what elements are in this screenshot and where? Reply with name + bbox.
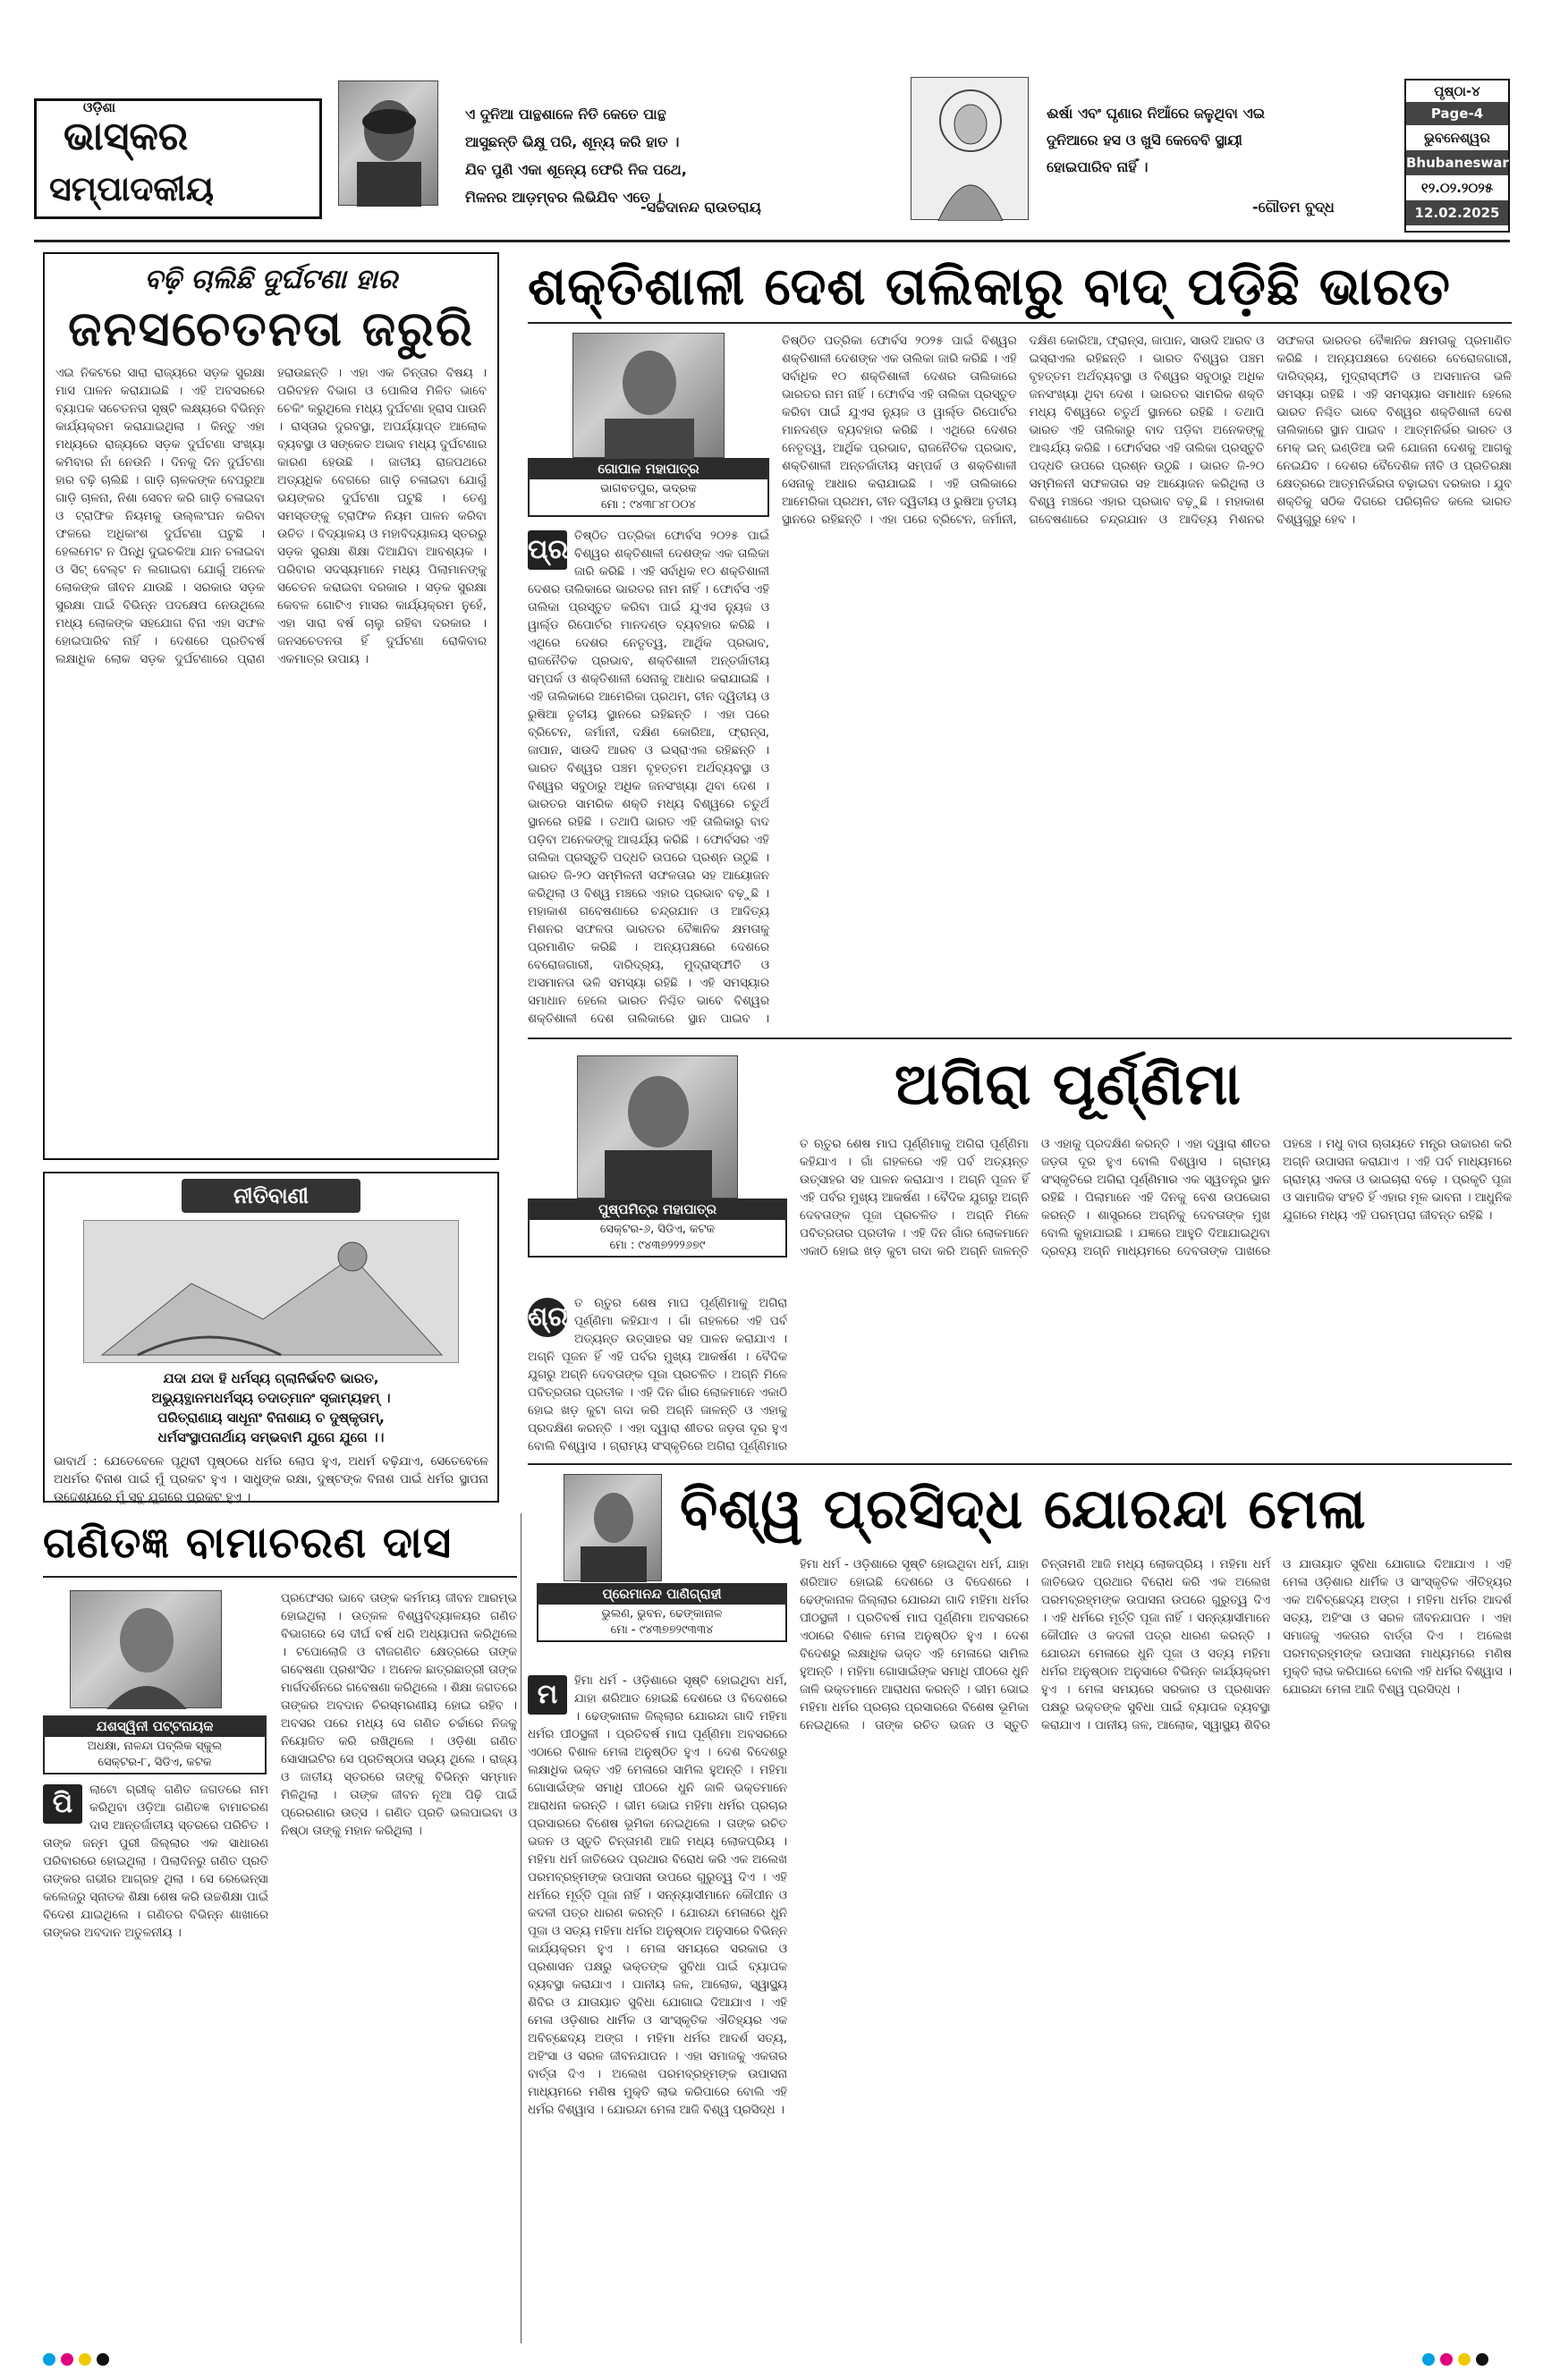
article2-body: ତ ଋତୁର ଶେଷ ମାଘ ପୂର୍ଣ୍ଣିମାକୁ ଅଗିରା ପୂର୍ଣ୍ଣିମା କହିଯାଏ । ଗାଁ ଗହଳରେ ଏହି ପର୍ବ ଅତ୍ୟନ୍ତ ଉତ୍ସାହର ସହ ପାଳନ କରାଯାଏ । ଅଗ୍ନି ପୂଜନ ହିଁ ଏହି ପର୍ବର ମୁଖ୍ୟ ଆକର୍ଷଣ । ବୈଦିକ ଯୁଗରୁ ଅଗ୍ନି ଦେବତାଙ୍କ ପୂଜା ପ୍ରଚଳିତ । ଅଗ୍ନି ମିଳେ ପବିତ୍ରତାର ପ୍ରତୀକ । ଏହି ଦିନ ଗାଁର ଲୋକମାନେ ଏକାଠି ହୋଇ ଖଡ଼ କୁଟା ଗଦା କରି ଅଗ୍ନି ଜାଳନ୍ତି ଓ ଏହାକୁ ପ୍ରଦକ୍ଷିଣ କରନ୍ତି । ଏହା ଦ୍ୱାରା ଶୀତର ଜଡ଼ତା ଦୂର ହୁଏ ବୋଲି ବିଶ୍ୱାସ । ଗ୍ରାମ୍ୟ ସଂସ୍କୃତିରେ ଅଗିରା ପୂର୍ଣ୍ଣିମାର ଏକ ସ୍ୱତନ୍ତ୍ର ସ୍ଥାନ ରହିଛି । ପିଲାମାନେ ଏହି ଦିନକୁ ବେଶ ଉପଭୋଗ କରନ୍ତି । ଶାସ୍ତ୍ରରେ ଅଗ୍ନିକୁ ଦେବତାଙ୍କ ମୁଖ ବୋଲି କୁହାଯାଇଛି । ଯଜ୍ଞରେ ଆହୁତି ଦିଆଯାଇଥିବା ଦ୍ରବ୍ୟ ଅଗ୍ନି ମାଧ୍ୟମରେ ଦେବତାଙ୍କ ପାଖରେ ପହଞ୍ଚେ । ମଧୁ ବାତା ଋତାୟତେ ମନ୍ତ୍ର ଉଚ୍ଚାରଣ କରି ଅଗ୍ନି ଉପାସନା କରାଯାଏ । ଏହି ପର୍ବ ମାଧ୍ୟମରେ ଗ୍ରାମ୍ୟ ଏକତା ଓ ଭାଇଚାରା ବଢ଼େ । ପ୍ରକୃତି ପୂଜା ଓ ସାମାଜିକ ସଂହତି ହିଁ ଏହାର ମୂଳ ଭାବନା । ଆଧୁନିକ ଯୁଗରେ ମଧ୍ୟ ଏହି ପରମ୍ପରା ଜୀବନ୍ତ ରହିଛି ।	[800, 1138, 1512, 1258]
article1-dropcap: ପ୍ର	[528, 530, 567, 570]
article4-dropcap: ପି	[43, 1784, 82, 1824]
article3-dropcap: ମ	[528, 1675, 567, 1715]
article2-dropcap: ଶ୍ରୀ	[528, 1298, 567, 1337]
article1-author-place: ଭାଗବତପୁର, ଭଦ୍ରକ	[600, 482, 697, 495]
date-en: 12.02.2025	[1406, 200, 1508, 225]
page-label-or: ପୃଷ୍ଠା-୪	[1406, 80, 1508, 102]
article4-author-place2: ସେକ୍ଟର-୮, ସିଡିଏ, କଟକ	[97, 1756, 212, 1769]
article1-title-rule	[528, 322, 1512, 324]
article2-author-name: ପୁଷ୍ପମିତ୍ର ମହାପାତ୍ର	[528, 1198, 787, 1220]
color-registration-right	[1422, 2352, 1494, 2369]
city-or: ଭୁବନେଶ୍ୱର	[1424, 130, 1490, 146]
article3-intro: ମ ହିମା ଧର୍ମ - ଓଡ଼ିଶାରେ ସୃଷ୍ଟି ହୋଇଥିବା ଧର୍ମ, ଯାହା ଶରିଆତ ହୋଇଛି ଦେଶରେ ଓ ବିଦେଶରେ । ଢେଙ୍କାନାଳ ଜିଲ୍ଲାର ଯୋରନ୍ଦା ଗାଦି ମହିମା ଧର୍ମର ପୀଠସ୍ଥଳୀ । ପ୍ରତିବର୍ଷ ମାଘ ପୂର୍ଣ୍ଣିମା ଅବସରରେ ଏଠାରେ ବିଶାଳ ମେଳା ଅନୁଷ୍ଠିତ ହୁଏ । ଦେଶ ବିଦେଶରୁ ଲକ୍ଷାଧିକ ଭକ୍ତ ଏହି ମେଳାରେ ସାମିଲ ହୁଅନ୍ତି । ମହିମା ଗୋସାଇଁଙ୍କ ସମାଧି ପୀଠରେ ଧୁନି ଜାଳି ଭକ୍ତମାନେ ଆରାଧନା କରନ୍ତି । ଭୀମ ଭୋଇ ମହିମା ଧର୍ମର ପ୍ରଚାର ପ୍ରସାରରେ ବିଶେଷ ଭୂମିକା ନେଇଥିଲେ । ତାଙ୍କ ରଚିତ ଭଜନ ଓ ସ୍ତୁତି ଚିନ୍ତାମଣି ଆଜି ମଧ୍ୟ ଲୋକପ୍ରିୟ । ମହିମା ଧର୍ମ ଜାତିଭେଦ ପ୍ରଥାର ବିରୋଧ କରି ଏକ ଅଲେଖ ପରମବ୍ରହ୍ମଙ୍କ ଉପାସନା ଉପରେ ଗୁରୁତ୍ୱ ଦିଏ । ଏହି ଧର୍ମରେ ମୂର୍ତ୍ତି ପୂଜା ନାହିଁ । ସନ୍ନ୍ୟାସୀମାନେ କୌପୀନ ଓ କଦଳୀ ପତ୍ର ଧାରଣ କରନ୍ତି । ଯୋରନ୍ଦା ମେଳାରେ ଧୁନି ପୂଜା ଓ ସତ୍ୟ ମହିମା ଧର୍ମର ଅନୁଷ୍ଠାନ ଅନୁସାରେ ବିଭିନ୍ନ କାର୍ଯ୍ୟକ୍ରମ ହୁଏ । ମେଳା ସମୟରେ ସରକାର ଓ ପ୍ରଶାସନ ପକ୍ଷରୁ ଭକ୍ତଙ୍କ ସୁବିଧା ପାଇଁ ବ୍ୟାପକ ବ୍ୟବସ୍ଥା କରାଯାଏ । ପାନୀୟ ଜଳ, ଆଲୋକ, ସ୍ୱାସ୍ଥ୍ୟ ଶିବିର ଓ ଯାତାୟାତ ସୁବିଧା ଯୋଗାଇ ଦିଆଯାଏ । ଏହି ମେଳା ଓଡ଼ିଶାର ଧାର୍ମିକ ଓ ସାଂସ୍କୃତିକ ଐତିହ୍ୟର ଏକ ଅବିଚ୍ଛେଦ୍ୟ ଅଙ୍ଗ । ମହିମା ଧର୍ମର ଆଦର୍ଶ ସତ୍ୟ, ଅହିଂସା ଓ ସରଳ ଜୀବନଯାପନ । ଏହା ସମାଜକୁ ଏକତାର ବାର୍ତ୍ତା ଦିଏ । ଅଲେଖ ପରମବ୍ରହ୍ମଙ୍କ ଉପାସନା ମାଧ୍ୟମରେ ମଣିଷ ମୁକ୍ତି ଲାଭ କରିପାରେ ବୋଲି ଏହି ଧର୍ମର ବିଶ୍ୱାସ । ଯୋରନ୍ଦା ମେଳା ଆଜି ବିଶ୍ୱ ପ୍ରସିଦ୍ଧ ।	[528, 1674, 787, 2117]
brand-top: ଓଡ଼ିଶା	[83, 99, 116, 115]
quote-right: ଈର୍ଷା ଏବଂ ଘୃଣାର ନିଆଁରେ ଜଳୁଥିବା ଏଇ ଦୁନିଆରେ ହସ ଓ ଖୁସି କେବେବି ସ୍ଥାୟୀ ହୋଇପାରିବ ନାହିଁ ।	[1047, 105, 1266, 175]
brand-main: ଭାସ୍କର	[64, 114, 189, 159]
editorial-kicker: ବଢ଼ି ଚାଲିଛି ଦୁର୍ଘଟଣା ହାର	[144, 264, 398, 295]
article1-byline	[528, 333, 769, 512]
article1-intro: ପ୍ର ତିଷ୍ଠିତ ପତ୍ରିକା ଫୋର୍ବସ ୨୦୨୫ ପାଇଁ ବିଶ୍ୱର ଶକ୍ତିଶାଳୀ ଦେଶଙ୍କ ଏକ ତାଲିକା ଜାରି କରିଛି । ଏହି ସର୍ବାଧିକ ୧୦ ଶକ୍ତିଶାଳୀ ଦେଶର ତାଲିକାରେ ଭାରତର ନାମ ନାହିଁ । ଫୋର୍ବସ ଏହି ତାଲିକା ପ୍ରସ୍ତୁତ କରିବା ପାଇଁ ଯୁଏସ ନ୍ୟୁଜ ଓ ୱାର୍ଲ୍ଡ ରିପୋର୍ଟର ମାନଦଣ୍ଡ ବ୍ୟବହାର କରିଛି । ଏଥିରେ ଦେଶର ନେତୃତ୍ୱ, ଆର୍ଥିକ ପ୍ରଭାବ, ରାଜନୈତିକ ପ୍ରଭାବ, ଶକ୍ତିଶାଳୀ ଅନ୍ତର୍ଜାତୀୟ ସମ୍ପର୍କ ଓ ଶକ୍ତିଶାଳୀ ସେନାକୁ ଆଧାର କରାଯାଇଛି । ଏହି ତାଲିକାରେ ଆମେରିକା ପ୍ରଥମ, ଚୀନ ଦ୍ୱିତୀୟ ଓ ରୁଷିଆ ତୃତୀୟ ସ୍ଥାନରେ ରହିଛନ୍ତି । ଏହା ପରେ ବ୍ରିଟେନ, ଜର୍ମାନୀ, ଦକ୍ଷିଣ କୋରିଆ, ଫ୍ରାନ୍ସ, ଜାପାନ, ସାଉଦି ଆରବ ଓ ଇସ୍ରାଏଲ ରହିଛନ୍ତି । ଭାରତ ବିଶ୍ୱର ପଞ୍ଚମ ବୃହତ୍ତମ ଅର୍ଥବ୍ୟବସ୍ଥା ଓ ବିଶ୍ୱର ସବୁଠାରୁ ଅଧିକ ଜନସଂଖ୍ୟା ଥିବା ଦେଶ । ଭାରତର ସାମରିକ ଶକ୍ତି ମଧ୍ୟ ବିଶ୍ୱରେ ଚତୁର୍ଥ ସ୍ଥାନରେ ରହିଛି । ତଥାପି ଭାରତ ଏହି ତାଲିକାରୁ ବାଦ ପଡ଼ିବା ଅନେକଙ୍କୁ ଆଶ୍ଚର୍ଯ୍ୟ କରିଛି । ଫୋର୍ବସର ଏହି ତାଲିକା ପ୍ରସ୍ତୁତି ପଦ୍ଧତି ଉପରେ ପ୍ରଶ୍ନ ଉଠୁଛି । ଭାରତ ଜି-୨୦ ସମ୍ମିଳନୀ ସଫଳତାର ସହ ଆୟୋଜନ କରିଥିଲା ଓ ବିଶ୍ୱ ମଞ୍ଚରେ ଏହାର ପ୍ରଭାବ ବଢ଼ୁଛି । ମହାକାଶ ଗବେଷଣାରେ ଚନ୍ଦ୍ରଯାନ ଓ ଆଦିତ୍ୟ ମିଶନର ସଫଳତା ଭାରତର ବୈଜ୍ଞାନିକ କ୍ଷମତାକୁ ପ୍ରମାଣିତ କରିଛି । ଅନ୍ୟପକ୍ଷରେ ଦେଶରେ ବେରୋଜଗାରୀ, ଦାରିଦ୍ର୍ୟ, ମୁଦ୍ରାସ୍ଫୀତି ଓ ଅସମାନତା ଭଳି ସମସ୍ୟା ରହିଛି । ଏହି ସମସ୍ୟାର ସମାଧାନ ହେଲେ ଭାରତ ନିଶ୍ଚିତ ଭାବେ ବିଶ୍ୱର ଶକ୍ତିଶାଳୀ ଦେଶ ତାଲିକାରେ ସ୍ଥାନ ପାଇବ ।	[528, 529, 769, 1026]
article1-title: ଶକ୍ତିଶାଳୀ ଦେଶ ତାଲିକାରୁ ବାଦ୍ ପଡ଼ିଛି ଭାରତ	[528, 256, 1451, 317]
niti-label: ନୀତିବାଣୀ	[182, 1179, 360, 1213]
buddha-image	[911, 77, 1029, 220]
article2-author-phone: ମୋ : ୯୪୩୭୨୨୨୬୭୯	[609, 1239, 706, 1252]
article3-author-place: ଭୁଲଣ, ଭୁବନ, ଢେଙ୍କାନାଳ	[601, 1607, 723, 1621]
krishna-arjuna-image	[83, 1220, 459, 1363]
article2-author-photo	[577, 1055, 738, 1198]
yellow-dot	[79, 2353, 91, 2366]
quote-left: ଏ ଦୁନିଆ ପାନ୍ଥଶାଳେ ନିତି କେତେ ପାନ୍ଥ ଆସୁଛନ୍ତି ଭିକ୍ଷୁ ପରି, ଶୂନ୍ୟ କରି ହାତ । ଯିବ ପୁଣି ଏକା ଶୂନ୍ୟେ ଫେରି ନିଜ ପଥେ, ମିଳନର ଆଡ଼ମ୍ବର ଲିଭିଯିବ ଏତେ ।	[465, 106, 687, 206]
article1-bottom-rule	[528, 1038, 1512, 1039]
cyan-dot	[1422, 2353, 1435, 2366]
article4-title: ଗଣିତଜ୍ଞ ବାମାଚରଣ ଦାସ	[43, 1518, 453, 1568]
article3-author-name: ପ୍ରେମାନନ୍ଦ ପାଣିଗ୍ରାହୀ	[537, 1583, 787, 1605]
niti-box	[43, 1172, 499, 1503]
article1-body: ତିଷ୍ଠିତ ପତ୍ରିକା ଫୋର୍ବସ ୨୦୨୫ ପାଇଁ ବିଶ୍ୱର ଶକ୍ତିଶାଳୀ ଦେଶଙ୍କ ଏକ ତାଲିକା ଜାରି କରିଛି । ଏହି ସର୍ବାଧିକ ୧୦ ଶକ୍ତିଶାଳୀ ଦେଶର ତାଲିକାରେ ଭାରତର ନାମ ନାହିଁ । ଫୋର୍ବସ ଏହି ତାଲିକା ପ୍ରସ୍ତୁତ କରିବା ପାଇଁ ଯୁଏସ ନ୍ୟୁଜ ଓ ୱାର୍ଲ୍ଡ ରିପୋର୍ଟର ମାନଦଣ୍ଡ ବ୍ୟବହାର କରିଛି । ଏଥିରେ ଦେଶର ନେତୃତ୍ୱ, ଆର୍ଥିକ ପ୍ରଭାବ, ରାଜନୈତିକ ପ୍ରଭାବ, ଶକ୍ତିଶାଳୀ ଅନ୍ତର୍ଜାତୀୟ ସମ୍ପର୍କ ଓ ଶକ୍ତିଶାଳୀ ସେନାକୁ ଆଧାର କରାଯାଇଛି । ଏହି ତାଲିକାରେ ଆମେରିକା ପ୍ରଥମ, ଚୀନ ଦ୍ୱିତୀୟ ଓ ରୁଷିଆ ତୃତୀୟ ସ୍ଥାନରେ ରହିଛନ୍ତି । ଏହା ପରେ ବ୍ରିଟେନ, ଜର୍ମାନୀ, ଦକ୍ଷିଣ କୋରିଆ, ଫ୍ରାନ୍ସ, ଜାପାନ, ସାଉଦି ଆରବ ଓ ଇସ୍ରାଏଲ ରହିଛନ୍ତି । ଭାରତ ବିଶ୍ୱର ପଞ୍ଚମ ବୃହତ୍ତମ ଅର୍ଥବ୍ୟବସ୍ଥା ଓ ବିଶ୍ୱର ସବୁଠାରୁ ଅଧିକ ଜନସଂଖ୍ୟା ଥିବା ଦେଶ । ଭାରତର ସାମରିକ ଶକ୍ତି ମଧ୍ୟ ବିଶ୍ୱରେ ଚତୁର୍ଥ ସ୍ଥାନରେ ରହିଛି । ତଥାପି ଭାରତ ଏହି ତାଲିକାରୁ ବାଦ ପଡ଼ିବା ଅନେକଙ୍କୁ ଆଶ୍ଚର୍ଯ୍ୟ କରିଛି । ଫୋର୍ବସର ଏହି ତାଲିକା ପ୍ରସ୍ତୁତି ପଦ୍ଧତି ଉପରେ ପ୍ରଶ୍ନ ଉଠୁଛି । ଭାରତ ଜି-୨୦ ସମ୍ମିଳନୀ ସଫଳତାର ସହ ଆୟୋଜନ କରିଥିଲା ଓ ବିଶ୍ୱ ମଞ୍ଚରେ ଏହାର ପ୍ରଭାବ ବଢ଼ୁଛି । ମହାକାଶ ଗବେଷଣାରେ ଚନ୍ଦ୍ରଯାନ ଓ ଆଦିତ୍ୟ ମିଶନର ସଫଳତା ଭାରତର ବୈଜ୍ଞାନିକ କ୍ଷମତାକୁ ପ୍ରମାଣିତ କରିଛି । ଅନ୍ୟପକ୍ଷରେ ଦେଶରେ ବେରୋଜଗାରୀ, ଦାରିଦ୍ର୍ୟ, ମୁଦ୍ରାସ୍ଫୀତି ଓ ଅସମାନତା ଭଳି ସମସ୍ୟା ରହିଛି । ଏହି ସମସ୍ୟାର ସମାଧାନ ହେଲେ ଭାରତ ନିଶ୍ଚିତ ଭାବେ ବିଶ୍ୱର ଶକ୍ତିଶାଳୀ ଦେଶ ତାଲିକାରେ ସ୍ଥାନ ପାଇବ । ଆତ୍ମନିର୍ଭର ଭାରତ ଓ ମେକ୍ ଇନ୍ ଇଣ୍ଡିଆ ଭଳି ଯୋଜନା ଦେଶକୁ ଆଗକୁ ନେଇଯିବ । ଦେଶର ବୈଦେଶିକ ନୀତି ଓ ପ୍ରତିରକ୍ଷା କ୍ଷେତ୍ରରେ ଆତ୍ମନିର୍ଭରତା ବଢ଼ାଇବା ଦରକାର । ଯୁବ ଶକ୍ତିକୁ ସଠିକ ଦିଗରେ ପରିଚାଳିତ କଲେ ଭାରତ ବିଶ୍ୱଗୁରୁ ହେବ ।	[782, 335, 1512, 527]
masthead-rule	[34, 240, 1510, 242]
article2-title: ଅଗିରା ପୂର୍ଣ୍ଣିମା	[894, 1052, 1242, 1118]
article4-body-left: ପି ଲାଟୋ ଗ୍ରୀକ୍ ଗଣିତ ଜଗତରେ ନାମ କରିଥିବା ଓଡ଼ିଆ ଗଣିତଜ୍ଞ ବାମାଚରଣ ଦାସ ଆନ୍ତର୍ଜାତୀୟ ସ୍ତରରେ ପରିଚିତ । ତାଙ୍କ ଜନ୍ମ ପୁରୀ ଜିଲ୍ଲାର ଏକ ସାଧାରଣ ପରିବାରରେ ହୋଇଥିଲା । ପିଲାଦିନରୁ ଗଣିତ ପ୍ରତି ତାଙ୍କର ଗଭୀର ଆଗ୍ରହ ଥିଲା । ସେ ରେଭେନ୍ସା କଲେଜରୁ ସ୍ନାତକ ଶିକ୍ଷା ଶେଷ କରି ଉଚ୍ଚଶିକ୍ଷା ପାଇଁ ବିଦେଶ ଯାଇଥିଲେ । ଗଣିତର ବିଭିନ୍ନ ଶାଖାରେ ତାଙ୍କର ଅବଦାନ ଅତୁଳନୀୟ ।	[43, 1783, 268, 1940]
quote-left-author: -ସଚ୍ଚିଦାନନ୍ଦ ରାଉତରାୟ	[640, 199, 761, 216]
article2-bottom-rule	[528, 1463, 1512, 1465]
article1-author-name: ଗୋପାଳ ମହାପାତ୍ର	[528, 458, 769, 479]
article3-body: ହିମା ଧର୍ମ - ଓଡ଼ିଶାରେ ସୃଷ୍ଟି ହୋଇଥିବା ଧର୍ମ, ଯାହା ଶରିଆତ ହୋଇଛି ଦେଶରେ ଓ ବିଦେଶରେ । ଢେଙ୍କାନାଳ ଜିଲ୍ଲାର ଯୋରନ୍ଦା ଗାଦି ମହିମା ଧର୍ମର ପୀଠସ୍ଥଳୀ । ପ୍ରତିବର୍ଷ ମାଘ ପୂର୍ଣ୍ଣିମା ଅବସରରେ ଏଠାରେ ବିଶାଳ ମେଳା ଅନୁଷ୍ଠିତ ହୁଏ । ଦେଶ ବିଦେଶରୁ ଲକ୍ଷାଧିକ ଭକ୍ତ ଏହି ମେଳାରେ ସାମିଲ ହୁଅନ୍ତି । ମହିମା ଗୋସାଇଁଙ୍କ ସମାଧି ପୀଠରେ ଧୁନି ଜାଳି ଭକ୍ତମାନେ ଆରାଧନା କରନ୍ତି । ଭୀମ ଭୋଇ ମହିମା ଧର୍ମର ପ୍ରଚାର ପ୍ରସାରରେ ବିଶେଷ ଭୂମିକା ନେଇଥିଲେ । ତାଙ୍କ ରଚିତ ଭଜନ ଓ ସ୍ତୁତି ଚିନ୍ତାମଣି ଆଜି ମଧ୍ୟ ଲୋକପ୍ରିୟ । ମହିମା ଧର୍ମ ଜାତିଭେଦ ପ୍ରଥାର ବିରୋଧ କରି ଏକ ଅଲେଖ ପରମବ୍ରହ୍ମଙ୍କ ଉପାସନା ଉପରେ ଗୁରୁତ୍ୱ ଦିଏ । ଏହି ଧର୍ମରେ ମୂର୍ତ୍ତି ପୂଜା ନାହିଁ । ସନ୍ନ୍ୟାସୀମାନେ କୌପୀନ ଓ କଦଳୀ ପତ୍ର ଧାରଣ କରନ୍ତି । ଯୋରନ୍ଦା ମେଳାରେ ଧୁନି ପୂଜା ଓ ସତ୍ୟ ମହିମା ଧର୍ମର ଅନୁଷ୍ଠାନ ଅନୁସାରେ ବିଭିନ୍ନ କାର୍ଯ୍ୟକ୍ରମ ହୁଏ । ମେଳା ସମୟରେ ସରକାର ଓ ପ୍ରଶାସନ ପକ୍ଷରୁ ଭକ୍ତଙ୍କ ସୁବିଧା ପାଇଁ ବ୍ୟାପକ ବ୍ୟବସ୍ଥା କରାଯାଏ । ପାନୀୟ ଜଳ, ଆଲୋକ, ସ୍ୱାସ୍ଥ୍ୟ ଶିବିର ଓ ଯାତାୟାତ ସୁବିଧା ଯୋଗାଇ ଦିଆଯାଏ । ଏହି ମେଳା ଓଡ଼ିଶାର ଧାର୍ମିକ ଓ ସାଂସ୍କୃତିକ ଐତିହ୍ୟର ଏକ ଅବିଚ୍ଛେଦ୍ୟ ଅଙ୍ଗ । ମହିମା ଧର୍ମର ଆଦର୍ଶ ସତ୍ୟ, ଅହିଂସା ଓ ସରଳ ଜୀବନଯାପନ । ଏହା ସମାଜକୁ ଏକତାର ବାର୍ତ୍ତା ଦିଏ । ଅଲେଖ ପରମବ୍ରହ୍ମଙ୍କ ଉପାସନା ମାଧ୍ୟମରେ ମଣିଷ ମୁକ୍ତି ଲାଭ କରିପାରେ ବୋଲି ଏହି ଧର୍ମର ବିଶ୍ୱାସ । ଯୋରନ୍ଦା ମେଳା ଆଜି ବିଶ୍ୱ ପ୍ରସିଦ୍ଧ ।	[800, 1558, 1512, 1732]
article4-box	[43, 1513, 517, 2343]
city-en: Bhubaneswar	[1406, 150, 1508, 175]
color-registration-left	[43, 2352, 114, 2369]
article3-author-phone: ମୋ - ୯୪୩୭୭୨୯୩୩୪	[610, 1623, 714, 1637]
article2-byline	[528, 1055, 787, 1288]
editorial-box	[43, 252, 499, 1160]
article4-author-photo	[70, 1590, 222, 1708]
article2-intro: ଶ୍ରୀ ତ ଋତୁର ଶେଷ ମାଘ ପୂର୍ଣ୍ଣିମାକୁ ଅଗିରା ପୂର୍ଣ୍ଣିମା କହିଯାଏ । ଗାଁ ଗହଳରେ ଏହି ପର୍ବ ଅତ୍ୟନ୍ତ ଉତ୍ସାହର ସହ ପାଳନ କରାଯାଏ । ଅଗ୍ନି ପୂଜନ ହିଁ ଏହି ପର୍ବର ମୁଖ୍ୟ ଆକର୍ଷଣ । ବୈଦିକ ଯୁଗରୁ ଅଗ୍ନି ଦେବତାଙ୍କ ପୂଜା ପ୍ରଚଳିତ । ଅଗ୍ନି ମିଳେ ପବିତ୍ରତାର ପ୍ରତୀକ । ଏହି ଦିନ ଗାଁର ଲୋକମାନେ ଏକାଠି ହୋଇ ଖଡ଼ କୁଟା ଗଦା କରି ଅଗ୍ନି ଜାଳନ୍ତି ଓ ଏହାକୁ ପ୍ରଦକ୍ଷିଣ କରନ୍ତି । ଏହା ଦ୍ୱାରା ଶୀତର ଜଡ଼ତା ଦୂର ହୁଏ ବୋଲି ବିଶ୍ୱାସ । ଗ୍ରାମ୍ୟ ସଂସ୍କୃତିରେ ଅଗିରା ପୂର୍ଣ୍ଣିମାର	[528, 1297, 787, 1453]
masthead-logo	[34, 98, 322, 219]
article2-author-place: ସେକ୍ଟର-୬, ସିଡିଏ, କଟକ	[599, 1223, 716, 1236]
article4-author-name: ଯଶସ୍ୱିନୀ ପଟ୍ଟନାୟକ	[43, 1715, 267, 1737]
article3-author-photo	[564, 1474, 662, 1581]
editorial-title: ଜନସଚେତନତା ଜରୁରି	[68, 301, 474, 357]
editorial-body: ଏଇ ନିକଟରେ ସାରା ରାଜ୍ୟରେ ସଡ଼କ ସୁରକ୍ଷା ମାସ ପାଳନ କରାଯାଇଛି । ଏହି ଅବସରରେ ବ୍ୟାପକ ସଚେତନତା ସୃଷ୍ଟି ଲକ୍ଷ୍ୟରେ ବିଭିନ୍ନ କାର୍ଯ୍ୟକ୍ରମ କରାଯାଇଥିଲା । କିନ୍ତୁ ଏହା ମଧ୍ୟରେ ରାଜ୍ୟରେ ସଡ଼କ ଦୁର୍ଘଟଣା ସଂଖ୍ୟା କମିବାର ନାଁ ନେଉନି । ଦିନକୁ ଦିନ ଦୁର୍ଘଟଣା ହାର ବଢ଼ି ଚାଲିଛି । ଗାଡ଼ି ଚାଳକଙ୍କ ବେପରୁଆ ଗାଡ଼ି ଚାଳନା, ନିଶା ସେବନ କରି ଗାଡ଼ି ଚଳାଇବା ଓ ଟ୍ରାଫିକ ନିୟମକୁ ଉଲ୍ଲଂଘନ କରିବା ଫଳରେ ଅଧିକାଂଶ ଦୁର୍ଘଟଣା ଘଟୁଛି । ହେଲମେଟ ନ ପିନ୍ଧି ଦୁଇଚକିଆ ଯାନ ଚଳାଇବା ଓ ସିଟ୍ ବେଲ୍ଟ ନ ଲଗାଇବା ଯୋଗୁଁ ଅନେକ ଲୋକଙ୍କ ଜୀବନ ଯାଉଛି । ସରକାର ସଡ଼କ ସୁରକ୍ଷା ପାଇଁ ବିଭିନ୍ନ ପଦକ୍ଷେପ ନେଉଥିଲେ ମଧ୍ୟ ଲୋକଙ୍କ ସହଯୋଗ ବିନା ଏହା ସଫଳ ହୋଇପାରିବ ନାହିଁ । ଦେଶରେ ପ୍ରତିବର୍ଷ ଲକ୍ଷାଧିକ ଲୋକ ସଡ଼କ ଦୁର୍ଘଟଣାରେ ପ୍ରାଣ ହରାଉଛନ୍ତି । ଏହା ଏକ ଚିନ୍ତାର ବିଷୟ । ପରିବହନ ବିଭାଗ ଓ ପୋଲିସ ମିଳିତ ଭାବେ ଚେକିଂ କରୁଥିଲେ ମଧ୍ୟ ଦୁର୍ଘଟଣା ହ୍ରାସ ପାଉନି । ରାସ୍ତାର ଦୁରବସ୍ଥା, ଅପର୍ଯ୍ୟାପ୍ତ ଆଲୋକ ବ୍ୟବସ୍ଥା ଓ ସଙ୍କେତ ଅଭାବ ମଧ୍ୟ ଦୁର୍ଘଟଣାର କାରଣ ହେଉଛି । ଜାତୀୟ ରାଜପଥରେ ଅତ୍ୟଧିକ ବେଗରେ ଗାଡ଼ି ଚଳାଇବା ଯୋଗୁଁ ଭୟଙ୍କର ଦୁର୍ଘଟଣା ଘଟୁଛି । ତେଣୁ ସମସ୍ତଙ୍କୁ ଟ୍ରାଫିକ ନିୟମ ପାଳନ କରିବା ଉଚିତ । ବିଦ୍ୟାଳୟ ଓ ମହାବିଦ୍ୟାଳୟ ସ୍ତରରୁ ସଡ଼କ ସୁରକ୍ଷା ଶିକ୍ଷା ଦିଆଯିବା ଆବଶ୍ୟକ । ପରିବାର ସଦସ୍ୟମାନେ ମଧ୍ୟ ପିଲାମାନଙ୍କୁ ସଚେତନ କରାଇବା ଦରକାର । ସଡ଼କ ସୁରକ୍ଷା କେବଳ ଗୋଟିଏ ମାସର କାର୍ଯ୍ୟକ୍ରମ ନୁହେଁ, ଏହା ସାରା ବର୍ଷ ଚାଲୁ ରହିବା ଦରକାର । ଜନସଚେତନତା ହିଁ ଦୁର୍ଘଟଣା ରୋକିବାର ଏକମାତ୍ର ଉପାୟ ।	[55, 367, 487, 666]
article3-title: ବିଶ୍ୱ ପ୍ରସିଦ୍ଧ ଯୋରନ୍ଦା ମେଳା	[680, 1476, 1367, 1541]
magenta-dot	[61, 2353, 73, 2366]
niti-meaning: ଭାବାର୍ଥ : ଯେତେବେଳେ ପୃଥିବୀ ପୃଷ୍ଠରେ ଧର୍ମର ଲୋପ ହୁଏ, ଅଧର୍ମ ବଢ଼ିଯାଏ, ସେତେବେଳେ ଅଧର୍ମର ବିନାଶ ପାଇଁ ମୁଁ ପ୍ରକଟ ହୁଏ । ସାଧୁଙ୍କ ରକ୍ଷା, ଦୁଷ୍ଟଙ୍କ ବିନାଶ ପାଇଁ ଧର୍ମର ସ୍ଥାପନା ଉଦ୍ଦେଶ୍ୟରେ ମୁଁ ସବୁ ଯୁଗରେ ପ୍ରକଟ ହୁଏ ।	[54, 1454, 488, 1504]
black-dot	[1476, 2353, 1488, 2366]
date-or: ୧୨.୦୨.୨୦୨୫	[1420, 180, 1494, 196]
article3-author-block	[537, 1583, 787, 1642]
quote-right-author: -ଗୌତମ ବୁଦ୍ଧ	[1252, 199, 1335, 216]
yellow-dot	[1458, 2353, 1471, 2366]
article4-author-place1: ଅଧକ୍ଷା, ନାଳନ୍ଦା ପବ୍ଲିକ ସ୍କୁଲ	[87, 1740, 223, 1753]
page-label-en: Page-4	[1406, 102, 1508, 125]
black-dot	[97, 2353, 109, 2366]
article1-author-photo	[572, 333, 725, 458]
article4-body-right: ପ୍ରଫେସର ଭାବେ ତାଙ୍କ କର୍ମମୟ ଜୀବନ ଆରମ୍ଭ ହୋଇଥିଲା । ଉତ୍କଳ ବିଶ୍ୱବିଦ୍ୟାଳୟର ଗଣିତ ବିଭାଗରେ ସେ ଦୀର୍ଘ ବର୍ଷ ଧରି ଅଧ୍ୟାପନା କରିଥିଲେ । ଟପୋଲୋଜି ଓ ବୀଜଗଣିତ କ୍ଷେତ୍ରରେ ତାଙ୍କ ଗବେଷଣା ପ୍ରଶଂସିତ । ଅନେକ ଛାତ୍ରଛାତ୍ରୀ ତାଙ୍କ ମାର୍ଗଦର୍ଶନରେ ଗବେଷଣା କରିଥିଲେ । ଶିକ୍ଷା ଜଗତରେ ତାଙ୍କର ଅବଦାନ ଚିରସ୍ମରଣୀୟ ହୋଇ ରହିବ । ଅବସର ପରେ ମଧ୍ୟ ସେ ଗଣିତ ଚର୍ଚ୍ଚାରେ ନିଜକୁ ନିୟୋଜିତ କରି ରଖିଥିଲେ । ଓଡ଼ିଶା ଗଣିତ ସୋସାଇଟିର ସେ ପ୍ରତିଷ୍ଠାତା ସଭ୍ୟ ଥିଲେ । ରାଜ୍ୟ ଓ ଜାତୀୟ ସ୍ତରରେ ତାଙ୍କୁ ବିଭିନ୍ନ ସମ୍ମାନ ମିଳିଥିଲା । ତାଙ୍କ ଜୀବନ ନୂଆ ପିଢ଼ି ପାଇଁ ପ୍ରେରଣାର ଉତ୍ସ । ଗଣିତ ପ୍ରତି ଭଲପାଇବା ଓ ନିଷ୍ଠା ତାଙ୍କୁ ମହାନ କରିଥିଲା ।	[281, 1592, 517, 1838]
magenta-dot	[1440, 2353, 1453, 2366]
cyan-dot	[43, 2353, 55, 2366]
section-name: ସମ୍ପାଦକୀୟ	[49, 169, 215, 208]
niti-verse: ଯଦା ଯଦା ହି ଧର୍ମସ୍ୟ ଗ୍ଲାନିର୍ଭବତି ଭାରତ, ଅଭ୍ୟୁତ୍ଥାନମଧର୍ମସ୍ୟ ତଦାତ୍ମାନଂ ସୃଜାମ୍ୟହମ୍ । ପରିତ୍ରାଣାୟ ସାଧୂନାଂ ବିନାଶାୟ ଚ ଦୁଷ୍କୃତାମ୍, ଧର୍ମସଂସ୍ଥାପନାର୍ଥାୟ ସମ୍ଭବାମି ଯୁଗେ ଯୁଗେ ।।	[151, 1370, 391, 1445]
author-photo-raut-roy	[338, 80, 438, 206]
article1-author-phone: ମୋ : ୯୪୩୮୪୮୦୦୪	[601, 498, 696, 512]
page-info-box	[1404, 79, 1510, 233]
